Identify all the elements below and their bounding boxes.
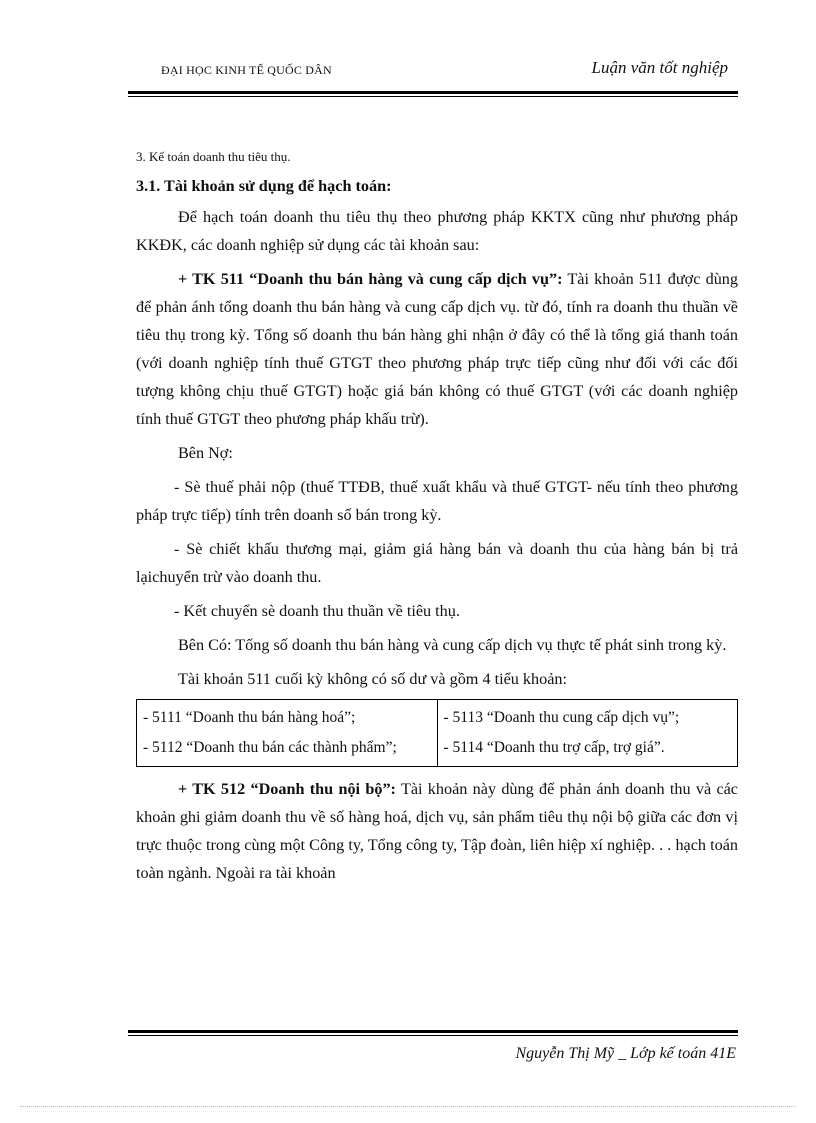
- sub-accounts-intro: Tài khoản 511 cuối kỳ không có số dư và gồm 4 tiểu khoản:: [178, 670, 567, 688]
- tk511-title: + TK 511 “Doanh thu bán hàng và cung cấp dịch vụ”:: [178, 270, 563, 288]
- intro-paragraph: Để hạch toán doanh thu tiêu thụ theo phương pháp KKTX cũng như phương pháp KKĐK, các doanh nghiệp sử dụng các tài khoản sau:: [136, 208, 738, 254]
- tk512-paragraph: [136, 775, 738, 887]
- sub-account-5111: - 5111 “Doanh thu bán hàng hoá”;: [143, 709, 356, 726]
- page-edge-dotted-line: [20, 1106, 796, 1107]
- sub-account-5112: - 5112 “Doanh thu bán các thành phẩm”;: [143, 739, 397, 756]
- tk511-paragraph: [136, 265, 738, 433]
- table-row: [137, 700, 738, 767]
- sub-account-5113: - 5113 “Doanh thu cung cấp dịch vụ”;: [443, 709, 680, 726]
- sub-accounts-table: [136, 699, 738, 767]
- header-rule-thin: [128, 96, 738, 97]
- header-rule-thick: [128, 91, 738, 94]
- ben-co-paragraph: Bên Có: Tổng số doanh thu bán hàng và cung cấp dịch vụ thực tế phát sinh trong kỳ.: [178, 636, 727, 654]
- ben-no-item: - Sè chiết khấu thương mại, giảm giá hàng bán và doanh thu của hàng bán bị trả lạichuyển trừ vào doanh thu.: [136, 540, 738, 586]
- tk512-title: + TK 512 “Doanh thu nội bộ”:: [178, 780, 396, 798]
- university-name: ĐẠI HỌC KINH TẾ QUỐC DÂN: [161, 63, 332, 77]
- section-heading: 3. Kế toán doanh thu tiêu thụ.: [136, 149, 291, 164]
- ben-no-item: - Sè thuế phải nộp (thuế TTĐB, thuế xuất khẩu và thuế GTGT- nếu tính theo phương pháp trực tiếp) tính trên doanh số bán trong kỳ.: [136, 478, 738, 524]
- footer-rule-thin: [128, 1035, 738, 1036]
- tk511-text: Tài khoản 511 được dùng để phản ánh tổng doanh thu bán hàng và cung cấp dịch vụ. từ đó, tính ra doanh thu thuần về tiêu thụ trong kỳ. Tổng số doanh thu bán hàng ghi nhận ở đây có thể là tổng giá thanh toán (với doanh nghiệp tính thuế GTGT theo phương pháp trực tiếp cũng như đối với các đối tượng không chịu thuế GTGT) hoặc giá bán không có thuế GTGT (với các doanh nghiệp tính thuế GTGT theo phương pháp khấu trừ).: [136, 270, 738, 428]
- ben-no-label: Bên Nợ:: [178, 444, 233, 462]
- tk512-text: Tài khoản này dùng để phản ánh doanh thu và các khoản ghi giảm doanh thu về số hàng hoá, dịch vụ, sản phẩm tiêu thụ nội bộ giữa các đơn vị trực thuộc trong cùng một Công ty, Tổng công ty, Tập đoàn, liên hiệp xí nghiệp. . . hạch toán toàn ngành. Ngoài ra tài khoản: [136, 780, 738, 882]
- page-footer: Nguyễn Thị Mỹ _ Lớp kế toán 41E: [515, 1045, 736, 1062]
- table-cell: [437, 700, 738, 767]
- document-type: Luận văn tốt nghiệp: [591, 58, 728, 77]
- sub-account-5114: - 5114 “Doanh thu trợ cấp, trợ giá”.: [443, 739, 665, 756]
- subsection-heading: 3.1. Tài khoản sử dụng để hạch toán:: [136, 177, 392, 195]
- page-header: [128, 56, 738, 86]
- table-cell: [137, 700, 438, 767]
- page-body: [136, 146, 738, 887]
- ben-no-item: - Kết chuyển sè doanh thu thuần về tiêu thụ.: [174, 602, 460, 620]
- footer-rule-thick: [128, 1030, 738, 1033]
